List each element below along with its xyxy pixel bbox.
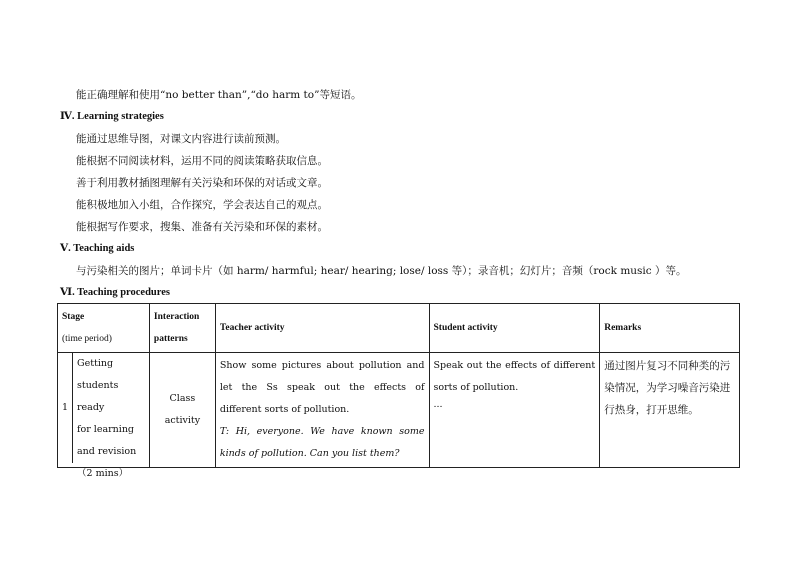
header-stage [58, 304, 150, 353]
section-heading-learning-strategies: Ⅳ. Learning strategies [60, 111, 164, 122]
header-stage-sublabel: (time period) [62, 334, 112, 344]
stage-text: （2 mins） [77, 468, 129, 479]
strategy-item: 能通过思维导图，对课文内容进行读前预测。 [76, 133, 286, 145]
interaction-cell [149, 353, 215, 468]
procedures-table [57, 303, 740, 479]
header-teacher-activity: Teacher activity [215, 304, 429, 353]
header-interaction [149, 304, 215, 353]
header-interaction-sublabel: patterns [153, 334, 188, 344]
interaction-text: activity [164, 415, 201, 426]
intro-line: 能正确理解和使用“no better than”,“do harm to”等短语。 [76, 89, 362, 101]
stage-text: and revision [77, 446, 137, 457]
stage-text: Getting [77, 358, 114, 369]
strategy-item: 能积极地加入小组，合作探究，学会表达自己的观点。 [76, 199, 328, 211]
section-heading-teaching-procedures: Ⅵ. Teaching procedures [60, 287, 170, 298]
strategy-item: 能根据不同阅读材料，运用不同的阅读策略获取信息。 [76, 155, 328, 167]
stage-cell [58, 353, 150, 479]
table-header-row [58, 304, 740, 353]
table-row [58, 353, 740, 468]
student-activity-text: Speak out the effects of different sorts of pollution. [433, 360, 596, 393]
student-activity-ellipsis: ... [433, 399, 443, 410]
strategy-item: 能根据写作要求，搜集、准备有关污染和环保的素材。 [76, 221, 328, 233]
section-heading-teaching-aids: Ⅴ. Teaching aids [60, 243, 135, 254]
student-activity-cell [429, 353, 600, 468]
interaction-text: Class [169, 393, 196, 404]
strategy-item: 善于利用教材插图理解有关污染和环保的对话或文章。 [76, 177, 328, 189]
row-number: 1 [58, 353, 73, 463]
header-remarks: Remarks [600, 304, 740, 353]
header-student-activity: Student activity [429, 304, 600, 353]
teaching-aids-item: 与污染相关的图片；单词卡片（如 harm/ harmful; hear/ hearing; lose/ loss 等）；录音机；幻灯片；音频（rock music ）等。 [76, 265, 687, 277]
header-interaction-label: Interaction [153, 312, 200, 322]
stage-text: for learning [77, 424, 135, 435]
remarks-cell [600, 353, 740, 468]
teacher-dialogue-text: T: Hi, everyone. We have known some kinds of pollution. Can you list them? [219, 426, 425, 459]
teacher-activity-text: Show some pictures about pollution and let the Ss speak out the effects of different sorts of pollution. [219, 360, 425, 415]
stage-text: students ready [77, 380, 119, 413]
remarks-text: 通过图片复习不同种类的污染情况，为学习噪音污染进行热身，打开思维。 [604, 360, 731, 416]
teacher-activity-cell [215, 353, 429, 468]
header-stage-label: Stage [62, 312, 85, 322]
